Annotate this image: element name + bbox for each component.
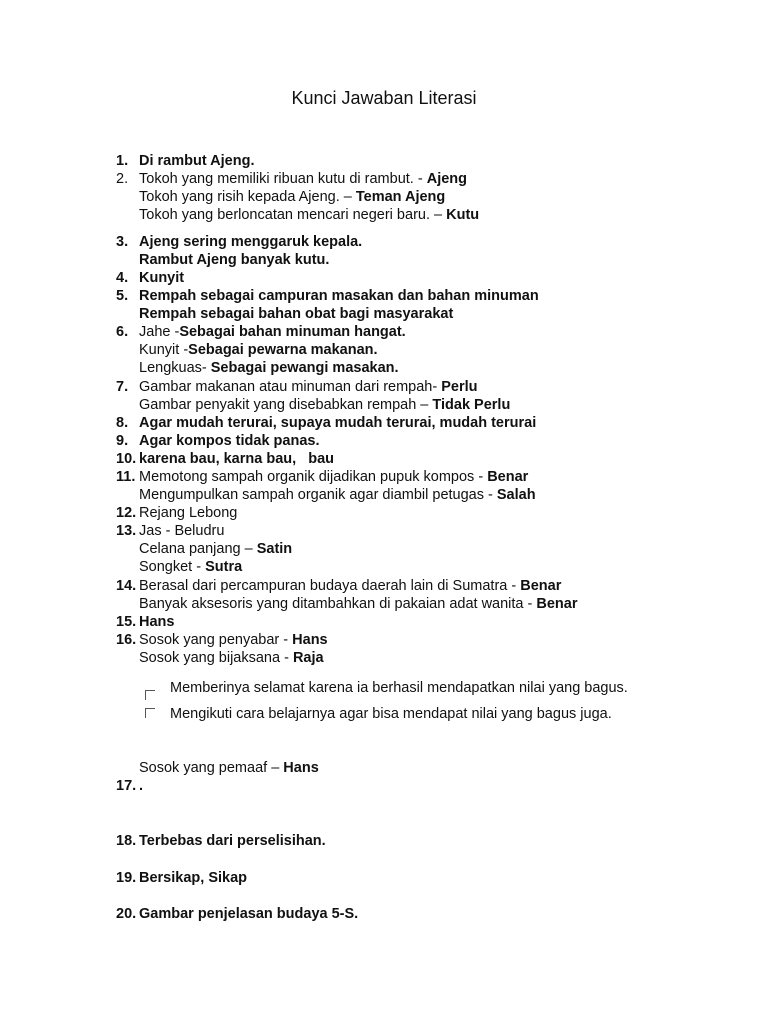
answer-text: Terbebas dari perselisihan. xyxy=(139,833,326,849)
item-number: 17. xyxy=(116,778,137,794)
item-number: 3. xyxy=(116,234,129,250)
answer-text: Jahe - xyxy=(139,324,180,340)
option-text: Memberinya selamat karena ia berhasil mendapatkan nilai yang bagus. xyxy=(170,680,628,696)
item-number: 2. xyxy=(116,171,129,187)
item-number: 19. xyxy=(116,870,137,886)
answer-text: karena bau, karna bau, bau xyxy=(139,451,335,467)
answer-text: Tokoh yang memiliki ribuan kutu di rambut. - xyxy=(139,171,427,187)
answer-text: Bersikap, Sikap xyxy=(139,870,247,886)
item-number: 5. xyxy=(116,288,129,304)
answer-text: . xyxy=(139,778,144,794)
answer-key: Hans xyxy=(292,632,328,648)
item-number: 13. xyxy=(116,523,137,539)
answer-text: Songket - xyxy=(139,559,206,575)
item-number: 9. xyxy=(116,433,129,449)
answer-text: Rambut Ajeng banyak kutu. xyxy=(139,252,330,268)
item-number: 10. xyxy=(116,451,137,467)
answer-text: Rejang Lebong xyxy=(139,505,238,521)
answer-text: Agar mudah terurai, supaya mudah terurai, mudah terurai xyxy=(139,415,537,431)
answer-text: Gambar penyakit yang disebabkan rempah – xyxy=(139,397,433,413)
answer-text: Di rambut Ajeng. xyxy=(139,153,255,169)
checkbox-icon[interactable] xyxy=(145,690,156,701)
answer-key: Salah xyxy=(496,487,536,503)
item-number: 12. xyxy=(116,505,137,521)
answer-text: Sosok yang pemaaf – xyxy=(139,760,284,776)
answer-text: Berasal dari percampuran budaya daerah lain di Sumatra - xyxy=(139,578,521,594)
page-title: Kunci Jawaban Literasi xyxy=(291,88,477,108)
item-number: 20. xyxy=(116,906,137,922)
answer-text: Lengkuas- xyxy=(139,360,211,376)
answer-key: Sutra xyxy=(205,559,243,575)
answer-key: Teman Ajeng xyxy=(355,189,446,205)
item-number: 11. xyxy=(116,469,136,485)
answer-key: Benar xyxy=(520,578,562,594)
option-text: Mengikuti cara belajarnya agar bisa mendapat nilai yang bagus juga. xyxy=(170,706,612,722)
answer-text: Banyak aksesoris yang ditambahkan di pakaian adat wanita - xyxy=(139,596,537,612)
answer-key: Sebagai pewarna makanan. xyxy=(188,342,378,358)
answer-key: Hans xyxy=(283,760,319,776)
answer-text: Rempah sebagai campuran masakan dan bahan minuman xyxy=(139,288,539,304)
answer-text: Memotong sampah organik dijadikan pupuk kompos - xyxy=(139,469,488,485)
answer-key: Sebagai bahan minuman hangat. xyxy=(179,324,406,340)
item-number: 8. xyxy=(116,415,129,431)
answer-text: Kunyit xyxy=(139,270,185,286)
answer-key: Sebagai pewangi masakan. xyxy=(210,360,399,376)
answer-key: Benar xyxy=(487,469,529,485)
answer-key: Perlu xyxy=(441,379,478,395)
answer-text: Tokoh yang risih kepada Ajeng. – xyxy=(139,189,356,205)
item-number: 16. xyxy=(116,632,137,648)
answer-key: Benar xyxy=(536,596,578,612)
answer-key: Satin xyxy=(256,541,293,557)
answer-text: Ajeng sering menggaruk kepala. xyxy=(139,234,363,250)
item-number: 7. xyxy=(116,379,129,395)
answer-text: Hans xyxy=(139,614,175,630)
answer-text: Mengumpulkan sampah organik agar diambil petugas - xyxy=(139,487,497,503)
answer-text: Sosok yang bijaksana - xyxy=(139,650,293,666)
answer-text: Sosok yang penyabar - xyxy=(139,632,293,648)
item-number: 14. xyxy=(116,578,137,594)
answer-text: Jas - Beludru xyxy=(139,523,225,539)
answer-text: Tokoh yang berloncatan mencari negeri baru. – xyxy=(139,207,447,223)
answer-key: Tidak Perlu xyxy=(432,397,511,413)
item-number: 18. xyxy=(116,833,137,849)
answer-text: Gambar penjelasan budaya 5-S. xyxy=(139,906,359,922)
answer-text: Rempah sebagai bahan obat bagi masyarakat xyxy=(139,306,454,322)
answer-text: Gambar makanan atau minuman dari rempah- xyxy=(139,379,442,395)
answer-text: Kunyit - xyxy=(139,342,189,358)
answer-text: Celana panjang – xyxy=(139,541,257,557)
item-number: 6. xyxy=(116,324,129,340)
item-number: 1. xyxy=(116,153,129,169)
checkbox-icon[interactable] xyxy=(145,708,156,719)
item-number: 15. xyxy=(116,614,137,630)
answer-key: Kutu xyxy=(446,207,480,223)
answer-key: Raja xyxy=(292,650,324,666)
answer-key: Ajeng xyxy=(426,171,467,187)
answer-text: Agar kompos tidak panas. xyxy=(139,433,320,449)
item-number: 4. xyxy=(116,270,129,286)
